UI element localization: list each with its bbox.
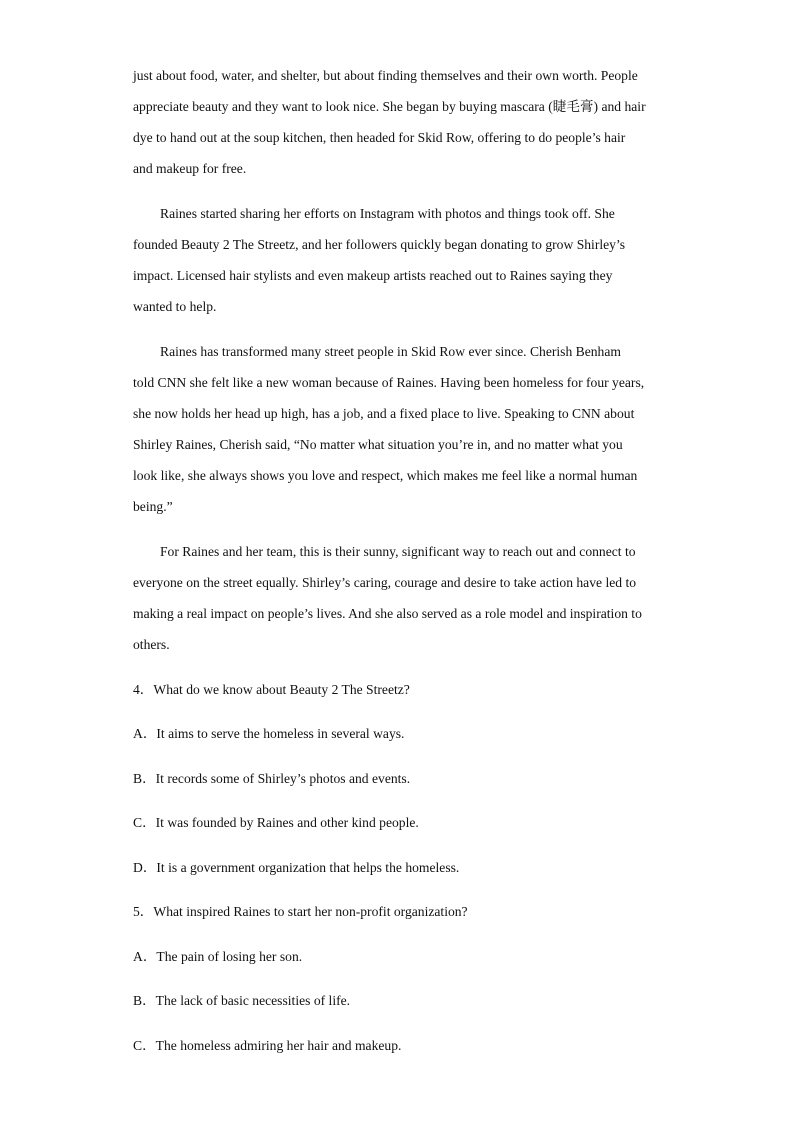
question-5-option-b: B．The lack of basic necessities of life. — [133, 993, 351, 1008]
question-4-option-d: D．It is a government organization that helps the homeless. — [133, 860, 460, 875]
question-5-option-c: C．The homeless admiring her hair and makeup. — [133, 1038, 402, 1053]
passage-p4-line-4: others. — [133, 637, 170, 652]
passage-p3-line-6: being.” — [133, 499, 173, 514]
passage-p1-line-1: just about food, water, and shelter, but about finding themselves and their own worth. People — [133, 68, 638, 83]
passage-p2-line-3: impact. Licensed hair stylists and even makeup artists reached out to Raines saying they — [133, 268, 613, 283]
passage-p2-line-1: Raines started sharing her efforts on Instagram with photos and things took off. She — [160, 206, 615, 221]
passage-p3-line-1: Raines has transformed many street people in Skid Row ever since. Cherish Benham — [160, 344, 621, 359]
question-4-option-a: A．It aims to serve the homeless in several ways. — [133, 726, 405, 741]
passage-p3-line-3: she now holds her head up high, has a job, and a fixed place to live. Speaking to CNN about — [133, 406, 635, 421]
passage-p4-line-2: everyone on the street equally. Shirley’s caring, courage and desire to take action have led to — [133, 575, 637, 590]
passage-p4-line-1: For Raines and her team, this is their sunny, significant way to reach out and connect to — [160, 544, 636, 559]
passage-p1-line-2: appreciate beauty and they want to look nice. She began by buying mascara (睫毛膏) and hair — [133, 99, 646, 114]
passage-p2-line-2: founded Beauty 2 The Streetz, and her followers quickly began donating to grow Shirley’s — [133, 237, 626, 252]
question-4-option-b: B．It records some of Shirley’s photos and events. — [133, 771, 411, 786]
passage-p3-line-5: look like, she always shows you love and respect, which makes me feel like a normal human — [133, 468, 638, 483]
passage-p3-line-2: told CNN she felt like a new woman because of Raines. Having been homeless for four years, — [133, 375, 645, 390]
passage-p1-line-4: and makeup for free. — [133, 161, 247, 176]
passage-p3-line-4: Shirley Raines, Cherish said, “No matter what situation you’re in, and no matter what you — [133, 437, 623, 452]
passage-p2-line-4: wanted to help. — [133, 299, 217, 314]
question-4-stem: 4．What do we know about Beauty 2 The Streetz? — [133, 682, 410, 697]
question-5-option-a: A．The pain of losing her son. — [133, 949, 303, 964]
passage-p4-line-3: making a real impact on people’s lives. And she also served as a role model and inspiration to — [133, 606, 642, 621]
question-5-stem: 5．What inspired Raines to start her non-profit organization? — [133, 904, 468, 919]
question-4-option-c: C．It was founded by Raines and other kind people. — [133, 815, 419, 830]
passage-p1-line-3: dye to hand out at the soup kitchen, then headed for Skid Row, offering to do people’s hair — [133, 130, 626, 145]
